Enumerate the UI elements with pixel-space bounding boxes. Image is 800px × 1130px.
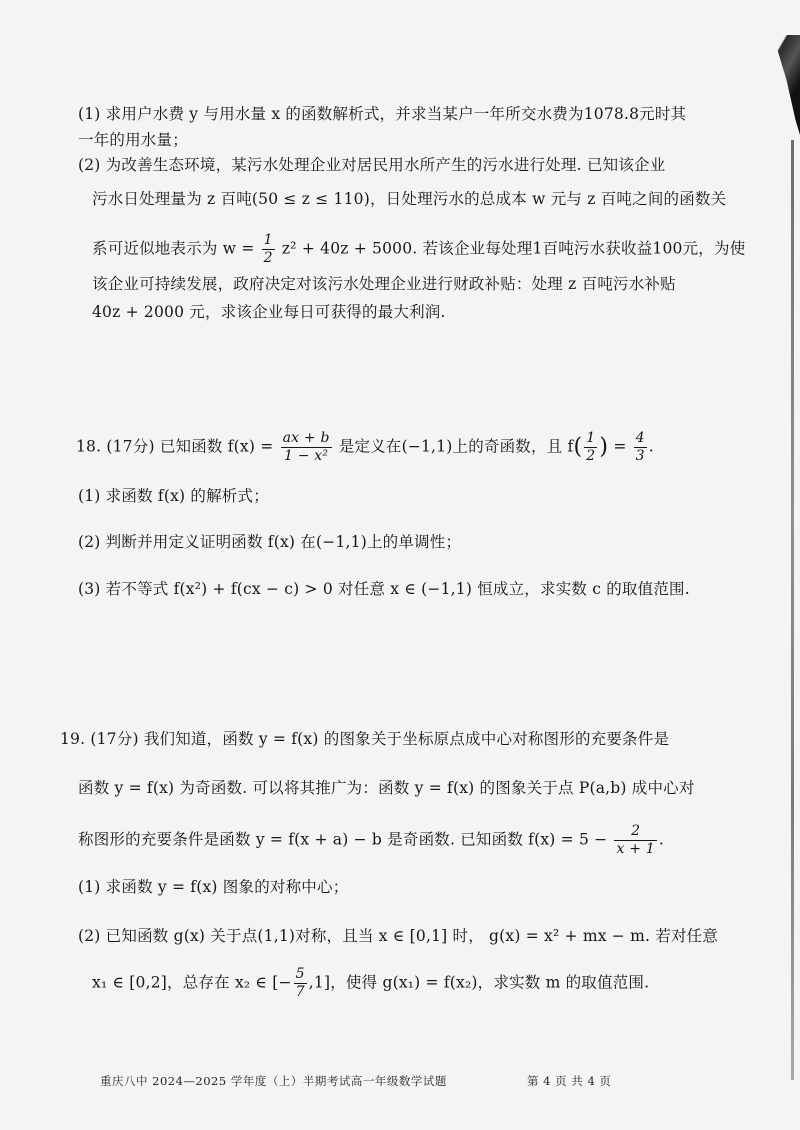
fraction-numerator: ax + b [282,430,330,446]
q19-function-fraction [614,823,656,858]
fraction-denominator: 3 [635,448,645,464]
fraction-numerator: 1 [586,430,596,446]
q17-half-fraction [262,232,275,267]
q19-line3-prefix: 称图形的充要条件是函数 y = f(x + a) − b 是奇函数. 已知函数 f(x) = 5 − [78,830,608,849]
q18-heading-prefix: 18. (17分) 已知函数 f(x) = [76,437,274,456]
q19-part2-line2 [92,966,720,1001]
q17-part2-line4: 该企业可持续发展，政府决定对该污水处理企业进行财政补贴：处理 z 百吨污水补贴 [92,275,676,293]
q18-function-fraction [281,430,332,465]
fraction-numerator: 1 [263,232,273,248]
q17-part1-line1: (1) 求用户水费 y 与用水量 x 的函数解析式，并求当某户一年所交水费为1078.8元时其 [78,105,687,123]
fraction-numerator: 2 [614,823,656,841]
fraction-denominator: 7 [295,984,305,1000]
fraction-denominator: x + 1 [616,841,655,857]
q17-part2-line3 [92,232,746,267]
q18-heading: 18. (17分) 已知函数 f(x) = $\frac{ax + b}{\text{1 − x²}}$ 是定义在(−1,1)上的奇函数，且 f( $\frac{1}{2}$ ) = $\frac{4}{3}$ . [76,430,654,464]
fraction-numerator: 5 [295,966,305,982]
q18-equals: = [613,437,627,456]
q17-cost-prefix: 系可近似地表示为 w = [92,239,255,258]
q17-cost-suffix: z² + 40z + 5000. 若该企业每处理1百吨污水获收益100元，为使 [281,239,746,258]
q19-part2-suffix: ,1]，使得 g(x₁) = f(x₂)，求实数 m 的取值范围. [308,973,650,992]
q18-argument-fraction [584,430,597,465]
q18-part1: (1) 求函数 f(x) 的解析式； [78,487,269,505]
page-edge-shadow [791,140,794,1080]
page-number: 第 4 页 共 4 页 [527,1074,612,1088]
q19-part2-prefix: x₁ ∈ [0,2]，总存在 x₂ ∈ [− [92,973,292,992]
q19-line3: 称图形的充要条件是函数 y = f(x + a) − b 是奇函数. 已知函数 f(x) = 5 − $\frac{2}{x + 1}$ . [78,823,665,857]
q19-interval-fraction [294,966,307,1001]
q17-part2-line5: 40z + 2000 元，求该企业每日可获得的最大利润. [92,303,446,321]
page-footer: 重庆八中 2024—2025 学年度（上）半期考试高一年级数学试题 [100,1074,447,1088]
torn-corner [755,35,800,135]
q19-line2: 函数 y = f(x) 为奇函数. 可以将其推广为：函数 y = f(x) 的图象关于点 P(a,b) 成中心对 [78,779,695,797]
fraction-denominator: 1 − x² [283,448,329,464]
q19-part1: (1) 求函数 y = f(x) 图象的对称中心； [78,878,349,896]
q18-value-fraction [634,430,647,465]
q17-part2-line1: (2) 为改善生态环境，某污水处理企业对居民用水所产生的污水进行处理. 已知该企业 [78,156,666,174]
q18-part2: (2) 判断并用定义证明函数 f(x) 在(−1,1)上的单调性； [78,533,462,551]
q18-part3: (3) 若不等式 f(x²) + f(cx − c) > 0 对任意 x ∈ (−1,1) 恒成立，求实数 c 的取值范围. [78,580,690,598]
fraction-denominator: 2 [263,250,273,266]
q19-line1: 19. (17分) 我们知道，函数 y = f(x) 的图象关于坐标原点成中心对称图形的充要条件是 [60,730,670,748]
q19-part2-line1: (2) 已知函数 g(x) 关于点(1,1)对称，且当 x ∈ [0,1] 时， g(x) = x² + mx − m. 若对任意 [78,927,719,945]
q17-part2-line2: 污水日处理量为 z 百吨(50 ≤ z ≤ 110)，日处理污水的总成本 w 元与 z 百吨之间的函数关 [92,190,727,208]
q17-part1-line2: 一年的用水量； [78,131,188,149]
fraction-numerator: 4 [635,430,645,446]
q18-heading-middle: 是定义在(−1,1)上的奇函数，且 f [338,437,574,456]
fraction-denominator: 2 [586,448,596,464]
